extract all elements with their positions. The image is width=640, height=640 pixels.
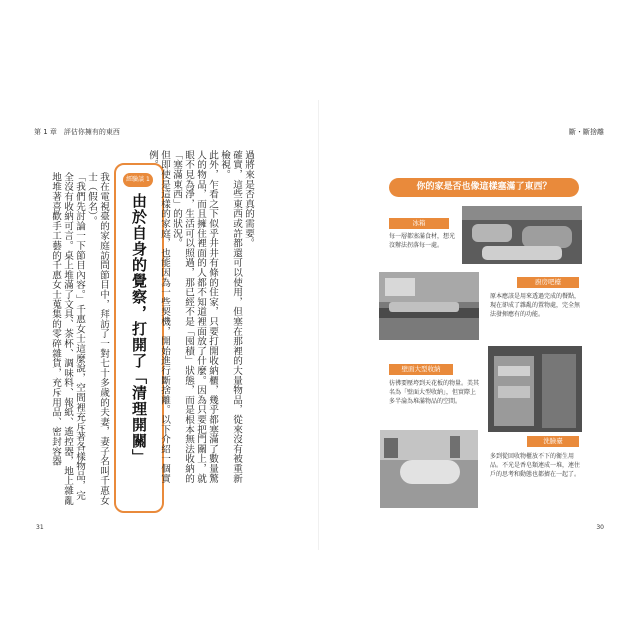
desc-wall-storage: 彷彿要壓垮到天花板的物量。美其名為「壁面大型收納」，但實際上多半淪為堆滿物品的空間。	[389, 380, 480, 405]
callout-title: 由於自身的覺察，打開了「清理開關」	[130, 193, 148, 465]
page-number-right: 30	[596, 524, 604, 531]
wall-storage-photo	[488, 346, 582, 432]
label-wall-storage: 壁面大型收納	[389, 364, 453, 375]
paragraph: 「我們先討論一下節目內容。」千惠女士這麼說，空間裡充斥著各樣物品，完全沒有收納可言。桌上堆滿了文具、茶杯、調味料、報紙、遙控器，地上雜亂地堆著喜歡手工藝的千惠女士蒐集的零碎雜貨，充斥用品、密封容器	[50, 172, 85, 506]
label-kitchen-counter: 廚房吧檯	[517, 277, 579, 288]
page-number-left: 31	[36, 524, 44, 531]
paragraph: 此外，乍看之下似乎井井有條的住家，只要打開收納櫃，幾乎都塞滿了數量驚人的物品，而且擁住裡面的人都不知道裡面放了什麼。因為只要把門關上，就眼不見為淨，生活可以照過，那已經不是「囤積」狀態，而是根本無法收納的「塞滿東西」的狀況。	[171, 150, 218, 484]
running-header-right: 斷・斷捨離	[569, 128, 604, 136]
kitchen-counter-photo	[379, 272, 479, 340]
desc-washstand: 多到從回收物櫃放不下的衛生用品。不光是香皂類連成一堆，連住戶的思考和動態也都擠在一起了。	[490, 453, 581, 478]
desc-kitchen-counter: 原本應該是用來透過完成的餐點，現在卻成了雜亂的置物處，完全無法發揮應有的功能。	[490, 293, 581, 318]
desc-fridge: 每一層都塞滿食材，想光沒辦法拐落每一處。	[389, 233, 456, 249]
fridge-photo	[462, 206, 582, 264]
callout-tag: 經驗談 1	[123, 173, 153, 187]
label-fridge: 冰箱	[389, 218, 449, 229]
page-gutter	[318, 100, 319, 550]
paragraph: 過將來是否真的需要。	[243, 150, 254, 248]
paragraph: 確實，這些東西或許都還可以使用，但塞在那裡的大量物品，從來沒有被重新檢視。	[219, 150, 242, 484]
body-text-column-2	[147, 150, 254, 488]
paragraph: 我在電視臺的家庭訪問節目中，拜訪了一對七十多歲的夫妻，妻子名叫千惠女士（假名）。	[86, 172, 109, 506]
label-washstand: 洗臉臺	[527, 436, 579, 447]
body-text-column-1	[46, 172, 109, 510]
washstand-photo	[380, 430, 478, 508]
running-header-left: 第 1 章 評估你擁有的東西	[34, 128, 120, 136]
paragraph: 但即使是這樣的家庭，也能因為一些契機，開始進行斷捨離。以下介紹一個實例。	[147, 150, 170, 484]
section-banner: 你的家是否也像這樣塞滿了東西？	[389, 178, 579, 197]
